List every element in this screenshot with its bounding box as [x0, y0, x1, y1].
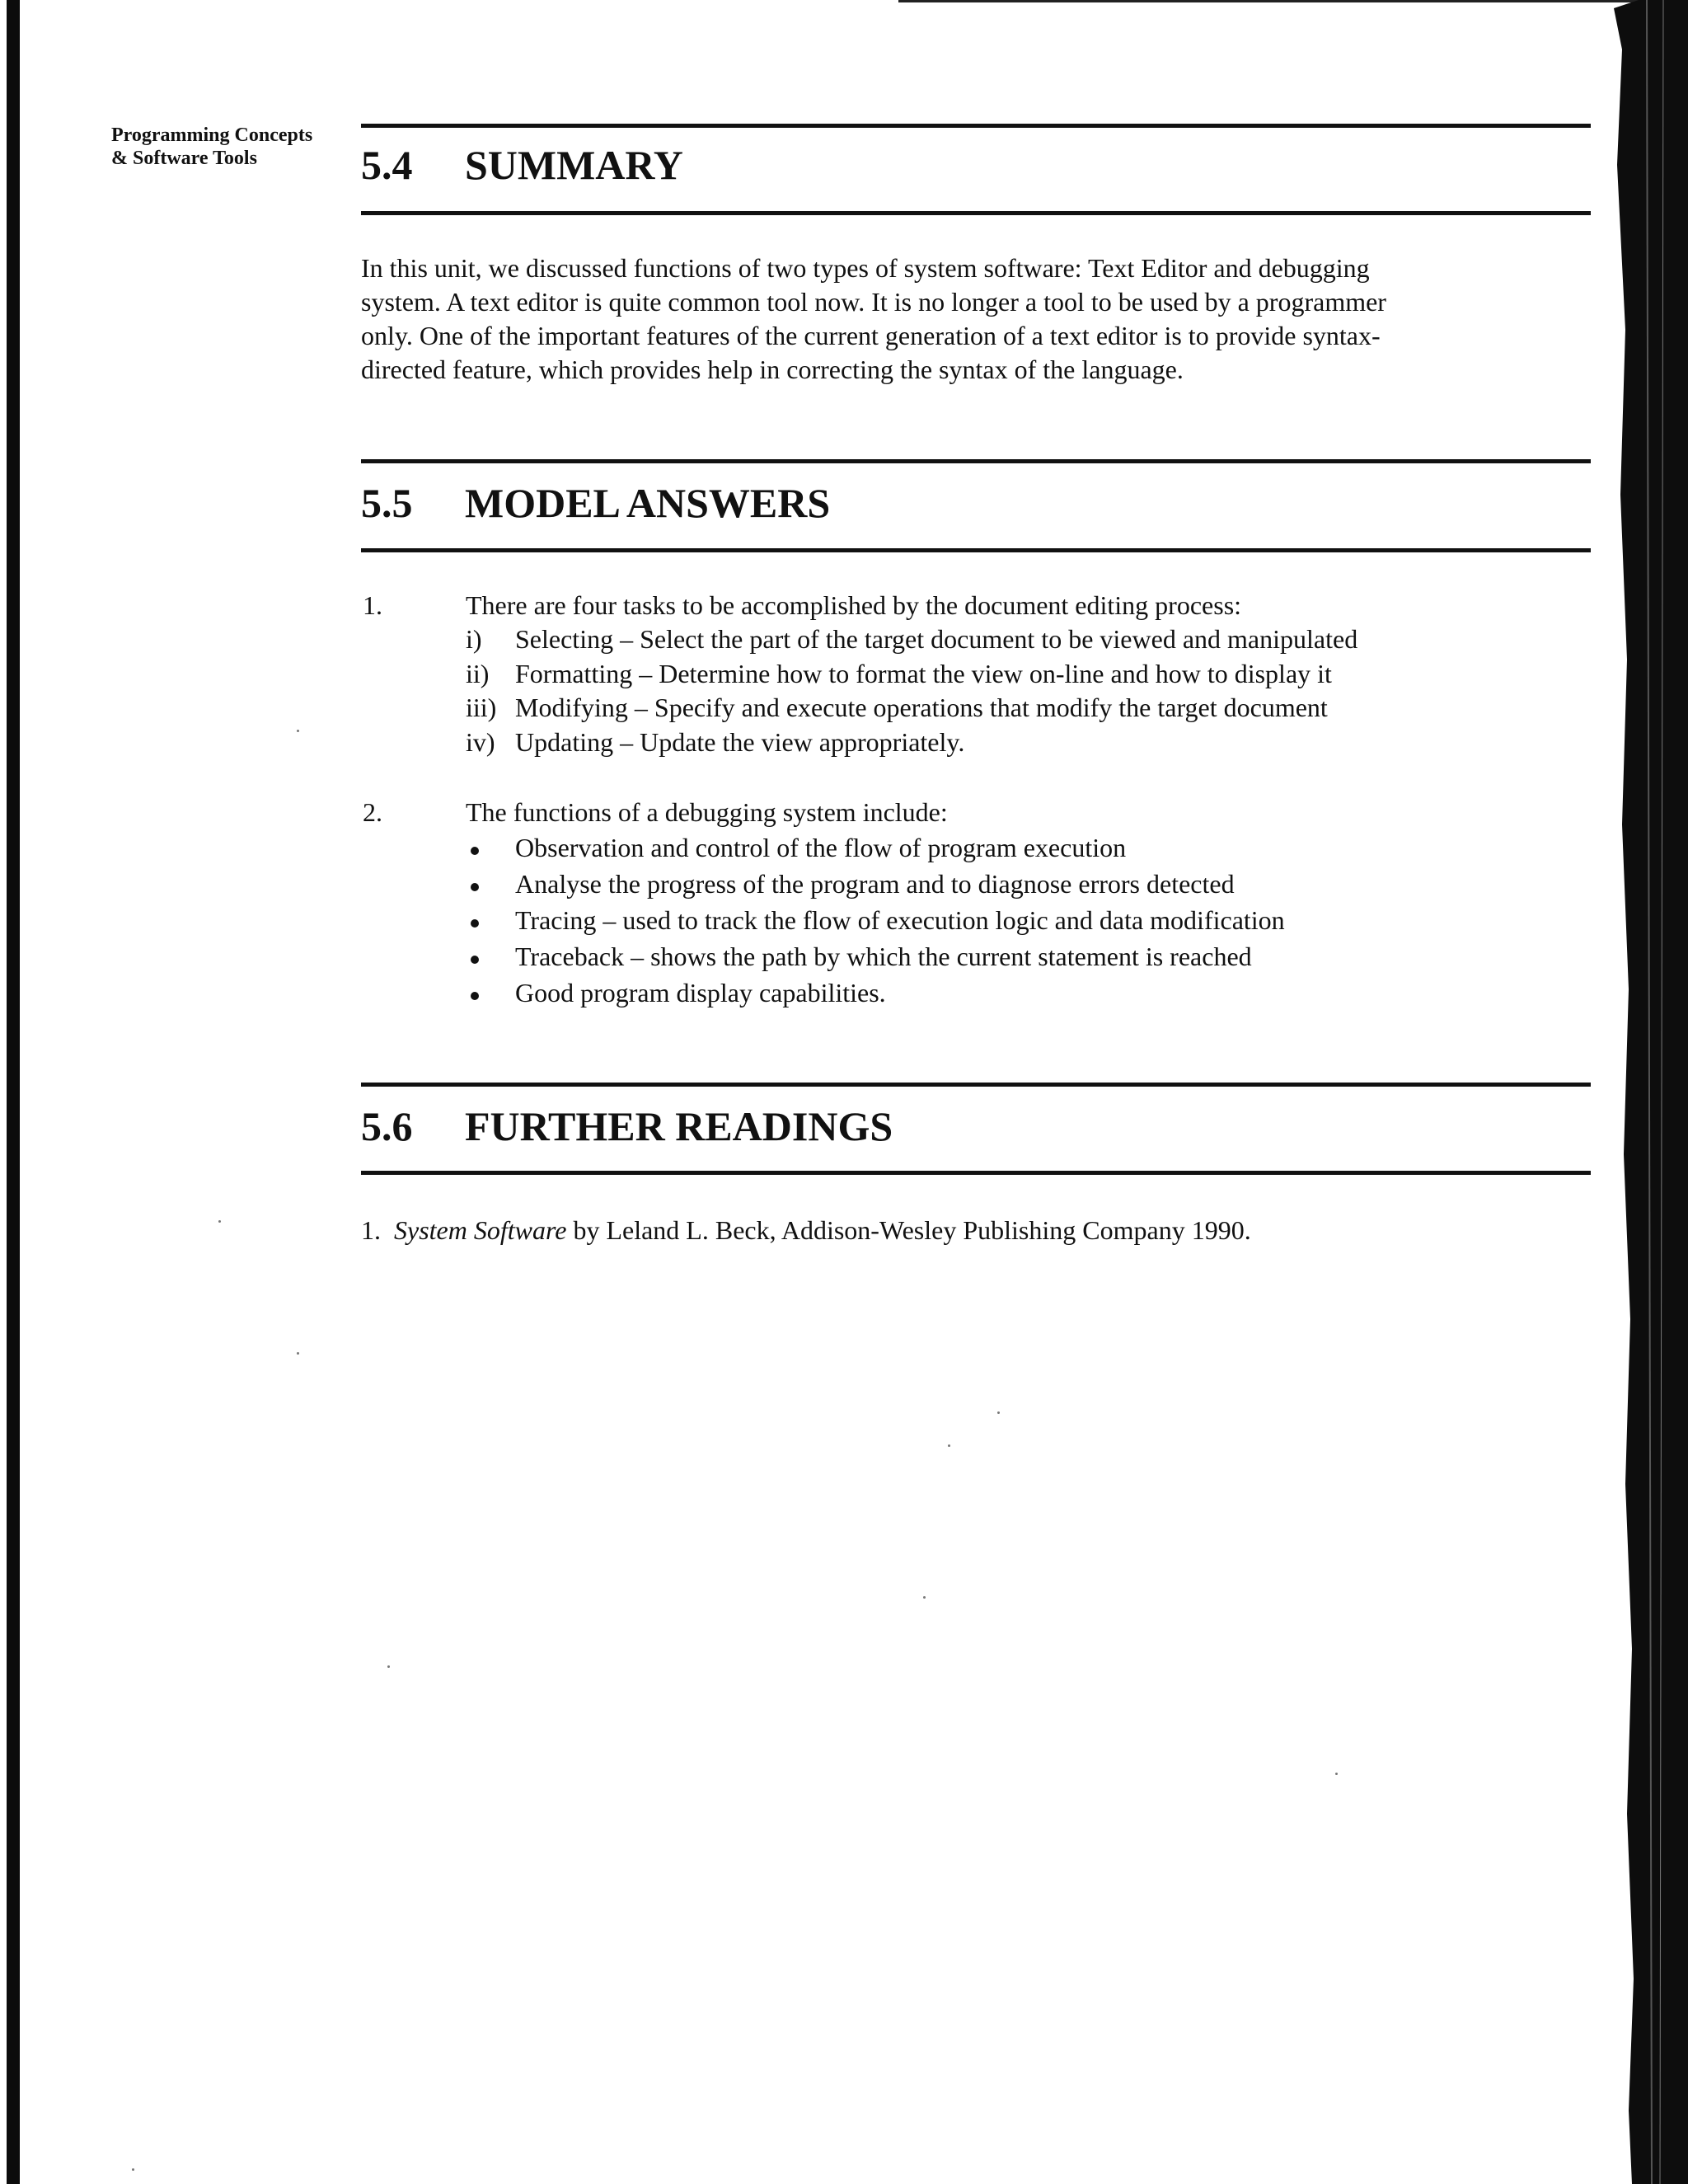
- section-title: MODEL ANSWERS: [465, 480, 831, 526]
- task-marker: iv): [466, 727, 495, 757]
- scan-top-edge: [898, 0, 1640, 2]
- reading-book-title: System Software: [394, 1215, 567, 1245]
- answer-number: 2.: [363, 797, 382, 827]
- task-item: [466, 724, 964, 760]
- debugging-functions-list: [466, 829, 1285, 1011]
- scan-speck: [132, 2168, 134, 2171]
- section-number: 5.5: [361, 480, 413, 526]
- scan-speck: [297, 1352, 299, 1355]
- section-rule-top: [361, 124, 1591, 128]
- section-rule-top: [361, 459, 1591, 463]
- summary-paragraph: [361, 251, 1597, 387]
- answer-intro: There are four tasks to be accomplished by the document editing process:: [466, 590, 1242, 620]
- bullet-icon: [466, 902, 515, 938]
- bullet-icon: [466, 866, 515, 902]
- section-heading-summary: [361, 142, 683, 188]
- list-item: [466, 829, 1285, 866]
- summary-line: system. A text editor is quite common tool now. It is no longer a tool to be used by a programmer: [361, 287, 1386, 317]
- task-marker: ii): [466, 659, 490, 688]
- section-rule-bottom: [361, 1171, 1591, 1175]
- task-item: [466, 655, 1332, 692]
- list-item-text: Good program display capabilities.: [515, 978, 886, 1007]
- list-item-text: Traceback – shows the path by which the current statement is reached: [515, 942, 1252, 971]
- task-text: Modifying – Specify and execute operations that modify the target document: [515, 693, 1328, 722]
- task-item: [466, 621, 1357, 657]
- section-title: FURTHER READINGS: [465, 1103, 893, 1149]
- section-number: 5.4: [361, 142, 413, 188]
- answer-intro: The functions of a debugging system include:: [466, 797, 948, 827]
- task-text: Selecting – Select the part of the target document to be viewed and manipulated: [515, 624, 1358, 654]
- reading-details: by Leland L. Beck, Addison-Wesley Publishing Company 1990.: [566, 1215, 1251, 1245]
- list-item-text: Observation and control of the flow of program execution: [515, 833, 1127, 862]
- scan-speck: [387, 1665, 390, 1668]
- task-marker: iii): [466, 693, 497, 722]
- scan-speck: [923, 1596, 926, 1599]
- scan-speck: [1335, 1773, 1338, 1775]
- task-item: [466, 689, 1328, 726]
- section-heading-model-answers: [361, 480, 830, 526]
- bullet-icon: [466, 829, 515, 866]
- summary-line: only. One of the important features of the current generation of a text editor is to provide syntax-: [361, 321, 1381, 350]
- answer-number: 1.: [363, 590, 382, 620]
- section-rule-top: [361, 1083, 1591, 1087]
- summary-line: directed feature, which provides help in correcting the syntax of the language.: [361, 355, 1184, 384]
- section-rule-bottom: [361, 211, 1591, 215]
- list-item-text: Tracing – used to track the flow of execution logic and data modification: [515, 905, 1285, 935]
- section-title: SUMMARY: [465, 142, 683, 188]
- list-item: [466, 902, 1285, 938]
- reading-number: 1.: [361, 1215, 381, 1245]
- reading-item: [361, 1214, 1251, 1247]
- scan-torn-right-edge: [1614, 0, 1688, 2184]
- scan-left-edge: [7, 0, 20, 2184]
- task-marker: i): [466, 624, 482, 654]
- task-text: Formatting – Determine how to format the view on-line and how to display it: [515, 659, 1332, 688]
- list-item: [466, 938, 1285, 975]
- bullet-icon: [466, 975, 515, 1011]
- list-item-text: Analyse the progress of the program and to diagnose errors detected: [515, 869, 1235, 899]
- scan-speck: [297, 730, 299, 732]
- running-head-line1: Programming Concepts: [111, 124, 313, 146]
- running-head: [111, 124, 312, 170]
- scan-speck: [997, 1411, 1000, 1414]
- scan-speck: [218, 1220, 221, 1223]
- section-number: 5.6: [361, 1103, 413, 1149]
- scan-speck: [948, 1444, 950, 1447]
- list-item: [466, 975, 1285, 1011]
- bullet-icon: [466, 938, 515, 975]
- section-heading-further-readings: [361, 1103, 893, 1149]
- summary-line: In this unit, we discussed functions of two types of system software: Text Editor and debugging: [361, 253, 1370, 283]
- running-head-line2: & Software Tools: [111, 148, 257, 169]
- list-item: [466, 866, 1285, 902]
- section-rule-bottom: [361, 548, 1591, 552]
- task-text: Updating – Update the view appropriately.: [515, 727, 965, 757]
